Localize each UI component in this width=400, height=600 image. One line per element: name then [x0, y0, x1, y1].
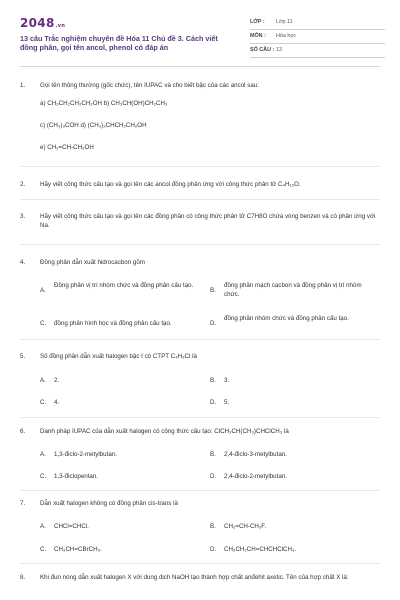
question-text: Khi đun nóng dẫn xuất halogen X với dung dịch NaOH tạo thành hợp chất anđehit axetic. Tên của hợp chất X là:: [40, 574, 349, 581]
meta-key: MÔN :: [250, 33, 266, 39]
option-text: 5.: [224, 399, 230, 406]
option-letter: D.: [210, 546, 217, 553]
option-text: 3.: [224, 377, 230, 384]
question-number: 6.: [20, 428, 26, 435]
document-title: 13 câu Trắc nghiệm chuyên đề Hóa 11 Chủ đề 3. Cách viết đồng phân, gọi tên ancol, phenol có đáp án: [20, 34, 218, 52]
option-letter: B.: [210, 377, 216, 384]
option-text: 4.: [54, 399, 60, 406]
option-letter: D.: [210, 399, 217, 406]
option-letter: A.: [40, 523, 46, 530]
question-number: 7.: [20, 500, 26, 507]
site-logo[interactable]: [20, 16, 65, 30]
document-meta: [250, 16, 385, 58]
option-text: 1,3-điclopentan.: [54, 473, 99, 480]
question-number: 3.: [20, 213, 26, 220]
question-text: Đồng phân dẫn xuất hidrocacbon gồm: [40, 259, 145, 266]
option-letter: C.: [40, 546, 47, 553]
meta-row-subject: [250, 30, 385, 44]
option-text: đồng phân hình học và đồng phân cấu tạo.: [54, 320, 172, 327]
meta-value: Lớp 11: [276, 19, 293, 25]
question-separator: [20, 490, 380, 491]
question-text: Danh pháp IUPAC của dẫn xuất halogen có công thức cấu tạo: ClCH₂CH(CH₃)CHClCH₃ là: [40, 428, 289, 435]
option-letter: B.: [210, 451, 216, 458]
option-text: đồng phân nhóm chức và đồng phân cấu tạo.: [224, 315, 349, 322]
meta-value: 13: [276, 47, 282, 53]
option-letter: A.: [40, 287, 46, 294]
meta-row-count: [250, 44, 385, 58]
option-text: CH₂=CH-CH₂F.: [224, 523, 267, 530]
q1-line-cd: c) (CH₃)₃COH d) (CH₃)₂CHCH₂CH₂OH: [40, 122, 147, 129]
question-text: Gọi tên thông thường (gốc chức), tên IUPAC và cho biết bậc của các ancol sau:: [40, 82, 259, 89]
q1-line-e: e) CH₂=CH-CH₂OH: [40, 144, 94, 151]
option-text: 2,4-điclo-3-metylbutan.: [224, 451, 287, 458]
question-text: Dẫn xuất halogen không có đồng phân cis-trans là: [40, 500, 178, 507]
question-separator: [20, 417, 380, 418]
question-text: Hãy viết công thức cấu tạo và gọi tên các ancol đồng phân ứng với công thức phân tử C₄H₁₀O.: [40, 181, 301, 188]
option-text: đồng phân mạch cacbon và đồng phân vị trí nhóm chức.: [224, 282, 362, 298]
option-text: 2,4-điclo-2-metylbutan.: [224, 473, 287, 480]
option-text: CHCl=CHCl.: [54, 523, 89, 530]
option-letter: B.: [210, 523, 216, 530]
option-letter: B.: [210, 287, 216, 294]
question-text: Số đồng phân dẫn xuất halogen bậc I có CTPT C₄H₉Cl là: [40, 353, 197, 360]
question-separator: [20, 244, 380, 245]
option-letter: D.: [210, 473, 217, 480]
question-separator: [20, 563, 380, 564]
logo-text: 2048: [20, 16, 55, 30]
option-letter: A.: [40, 451, 46, 458]
option-letter: C.: [40, 473, 47, 480]
meta-key: SỐ CÂU :: [250, 47, 275, 53]
option-letter: C.: [40, 399, 47, 406]
option-text: CH₃CH₂CH=CHCHClCH₃.: [224, 546, 297, 553]
document-header: [20, 14, 380, 58]
option-text: CH₃CH=CBrCH₃.: [54, 546, 102, 553]
header-divider: [20, 66, 380, 67]
question-separator: [20, 166, 380, 167]
option-letter: A.: [40, 377, 46, 384]
option-letter: D.: [210, 320, 217, 327]
question-number: 2.: [20, 181, 26, 188]
option-text: Đồng phân vị trí nhóm chức và đồng phân cấu tạo.: [54, 282, 194, 289]
question-number: 4.: [20, 259, 26, 266]
option-text: 1,3-điclo-2-metylbutan.: [54, 451, 117, 458]
question-separator: [20, 339, 380, 340]
q1-line-ab: a) CH₃CH₂CH₂CH₂OH b) CH₃CH(OH)CH₂CH₃: [40, 100, 168, 107]
meta-key: LỚP :: [250, 19, 265, 25]
option-text: 2.: [54, 377, 60, 384]
question-number: 5.: [20, 353, 26, 360]
meta-row-class: [250, 16, 385, 30]
meta-value: Hóa học: [276, 33, 297, 39]
question-number: 1.: [20, 82, 26, 89]
question-separator: [20, 199, 380, 200]
logo-domain: .vn: [55, 23, 66, 29]
option-letter: C.: [40, 320, 47, 327]
question-text: Hãy viết công thức cấu tạo và gọi tên các đồng phân có công thức phân tử C7H8O chứa vòng benzen và có phản ứng với Na.: [40, 213, 376, 229]
question-number: 8.: [20, 574, 26, 581]
